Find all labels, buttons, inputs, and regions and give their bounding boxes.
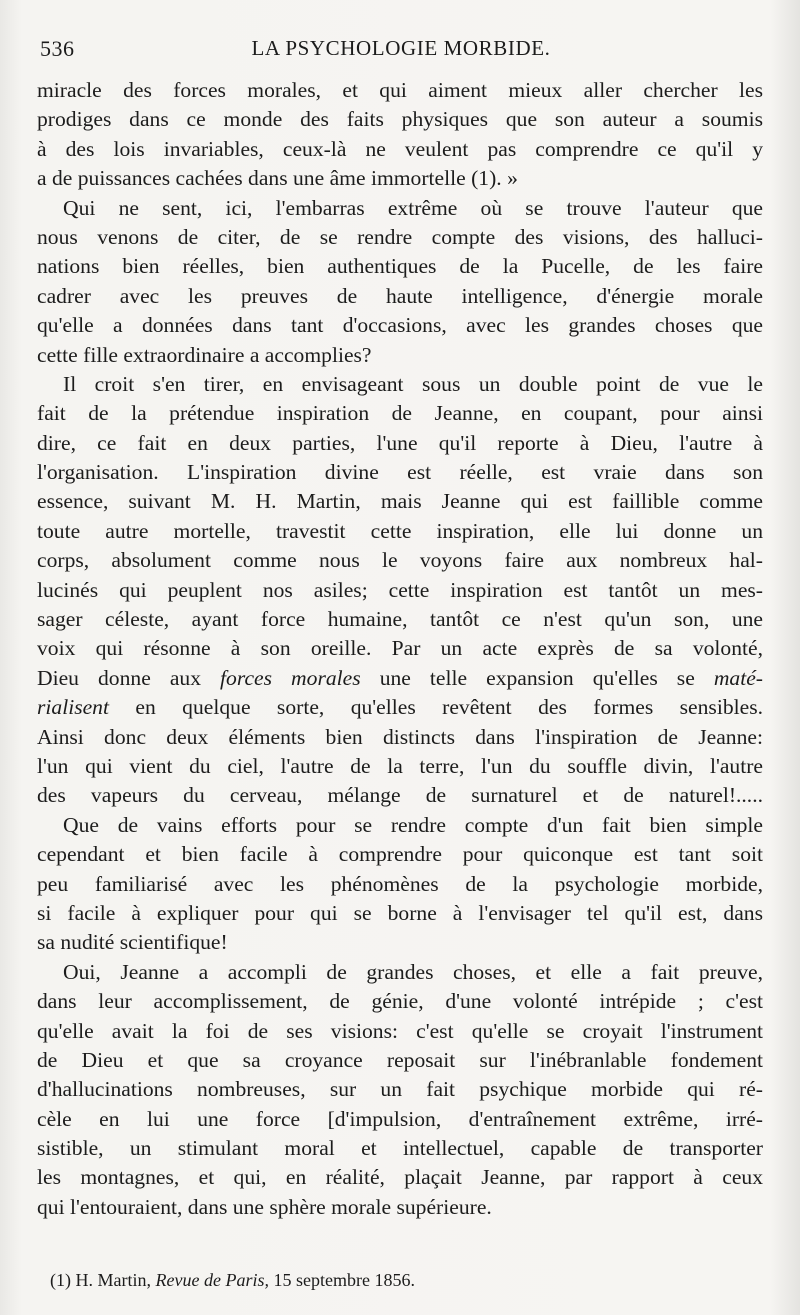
text-line xyxy=(37,135,763,164)
text-line xyxy=(37,723,763,752)
text-run: en quelque sorte, qu'elles revêtent des formes sensibles. xyxy=(135,695,763,720)
text-run: cette fille extraordinaire a accomplies? xyxy=(37,342,372,367)
text-run: a de puissances cachées dans une âme immortelle (1). » xyxy=(37,166,518,191)
text-run: Dieu donne aux xyxy=(37,665,201,690)
running-title: LA PSYCHOLOGIE MORBIDE. xyxy=(251,36,551,60)
text-run: dans leur accomplissement, de génie, d'une volonté intrépide ; c'est xyxy=(37,989,763,1014)
text-run: voix qui résonne à son oreille. Par un acte exprès de sa volonté, xyxy=(37,636,763,661)
page-number: 536 xyxy=(40,36,75,61)
text-line xyxy=(37,576,763,605)
footnote-title: Revue de Paris, xyxy=(155,1270,269,1290)
text-line xyxy=(37,341,763,370)
text-line xyxy=(37,1046,763,1075)
text-run: peu familiarisé avec les phénomènes de la psychologie morbide, xyxy=(37,871,763,896)
text-line xyxy=(37,634,763,663)
footnote-author: H. Martin, xyxy=(75,1270,151,1290)
text-run: Oui, Jeanne a accompli de grandes choses, et elle a fait preuve, xyxy=(63,959,763,984)
text-run: Qui ne sent, ici, l'embarras extrême où se trouve l'auteur que xyxy=(63,195,763,220)
text-run: des vapeurs du cerveau, mélange de surnaturel et de naturel!..... xyxy=(37,783,763,808)
text-line xyxy=(37,899,763,928)
text-line xyxy=(37,370,763,399)
text-line xyxy=(37,252,763,281)
text-line xyxy=(37,399,763,428)
text-line xyxy=(37,546,763,575)
text-line xyxy=(37,664,763,693)
text-line xyxy=(37,517,763,546)
text-run: Ainsi donc deux éléments bien distincts dans l'inspiration de Jeanne: xyxy=(37,724,763,749)
text-line xyxy=(37,840,763,869)
body-text xyxy=(37,76,763,1222)
text-line xyxy=(37,870,763,899)
text-line xyxy=(37,1075,763,1104)
text-run: qui l'entouraient, dans une sphère morale supérieure. xyxy=(37,1194,492,1219)
footnote-date: 15 septembre 1856. xyxy=(273,1270,415,1290)
text-run: nous venons de citer, de se rendre compte des visions, des halluci- xyxy=(37,224,763,249)
footnote xyxy=(50,1270,415,1291)
text-run: nations bien réelles, bien authentiques de la Pucelle, de les faire xyxy=(37,254,763,279)
text-line xyxy=(37,458,763,487)
text-run: l'un qui vient du ciel, l'autre de la terre, l'un du souffle divin, l'autre xyxy=(37,753,763,778)
text-run: à des lois invariables, ceux-là ne veulent pas comprendre ce qu'il y xyxy=(37,136,763,161)
text-run: cadrer avec les preuves de haute intelligence, d'énergie morale xyxy=(37,283,763,308)
text-line xyxy=(37,1134,763,1163)
text-line xyxy=(37,605,763,634)
text-line xyxy=(37,194,763,223)
text-run: les montagnes, et qui, en réalité, plaçait Jeanne, par rapport à ceux xyxy=(37,1165,763,1190)
text-line xyxy=(37,752,763,781)
footnote-marker: (1) xyxy=(50,1270,71,1290)
text-run: corps, absolument comme nous le voyons faire aux nombreux hal- xyxy=(37,548,763,573)
text-line xyxy=(37,164,763,193)
text-run: l'organisation. L'inspiration divine est réelle, est vraie dans son xyxy=(37,460,763,485)
text-run: fait de la prétendue inspiration de Jeanne, en coupant, pour ainsi xyxy=(37,401,763,426)
italic-phrase: maté- xyxy=(713,665,763,690)
italic-phrase: forces morales xyxy=(220,665,361,690)
text-line xyxy=(37,487,763,516)
text-run: de Dieu et que sa croyance reposait sur l'inébranlable fondement xyxy=(37,1047,763,1072)
text-line xyxy=(37,1163,763,1192)
italic-phrase: rialisent xyxy=(37,695,109,720)
text-run: essence, suivant M. H. Martin, mais Jeanne qui est faillible comme xyxy=(37,489,763,514)
text-line xyxy=(37,76,763,105)
text-line xyxy=(37,1017,763,1046)
text-run: toute autre mortelle, travestit cette inspiration, elle lui donne un xyxy=(37,518,763,543)
text-run: sager céleste, ayant force humaine, tantôt ce n'est qu'un son, une xyxy=(37,607,763,632)
text-run: qu'elle a données dans tant d'occasions, avec les grandes choses que xyxy=(37,313,763,338)
text-run: d'hallucinations nombreuses, sur un fait psychique morbide qui ré- xyxy=(37,1077,763,1102)
text-run: cèle en lui une force [d'impulsion, d'entraînement extrême, irré- xyxy=(37,1106,763,1131)
text-line xyxy=(37,429,763,458)
text-line xyxy=(37,928,763,957)
text-run: sistible, un stimulant moral et intellectuel, capable de transporter xyxy=(37,1136,763,1161)
text-run: miracle des forces morales, et qui aiment mieux aller chercher les xyxy=(37,78,763,102)
text-line xyxy=(37,693,763,722)
text-line xyxy=(37,105,763,134)
text-run: qu'elle avait la foi de ses visions: c'est qu'elle se croyait l'instrument xyxy=(37,1018,763,1043)
text-line xyxy=(37,781,763,810)
text-run: lucinés qui peuplent nos asiles; cette inspiration est tantôt un mes- xyxy=(37,577,763,602)
text-line xyxy=(37,282,763,311)
page-header xyxy=(40,36,762,70)
text-run: Il croit s'en tirer, en envisageant sous un double point de vue le xyxy=(63,371,763,396)
text-line xyxy=(37,311,763,340)
text-line xyxy=(37,987,763,1016)
text-line xyxy=(37,1105,763,1134)
text-run: Que de vains efforts pour se rendre compte d'un fait bien simple xyxy=(63,812,763,837)
text-run: cependant et bien facile à comprendre pour quiconque est tant soit xyxy=(37,842,763,867)
text-run: prodiges dans ce monde des faits physiques que son auteur a soumis xyxy=(37,107,763,132)
text-run: dire, ce fait en deux parties, l'une qu'il reporte à Dieu, l'autre à xyxy=(37,430,763,455)
text-line xyxy=(37,811,763,840)
text-line xyxy=(37,1193,763,1222)
text-run: si facile à expliquer pour qui se borne à l'envisager tel qu'il est, dans xyxy=(37,900,763,925)
text-run: sa nudité scientifique! xyxy=(37,930,228,955)
text-line xyxy=(37,958,763,987)
text-run: une telle expansion qu'elles se xyxy=(379,665,695,690)
text-line xyxy=(37,223,763,252)
